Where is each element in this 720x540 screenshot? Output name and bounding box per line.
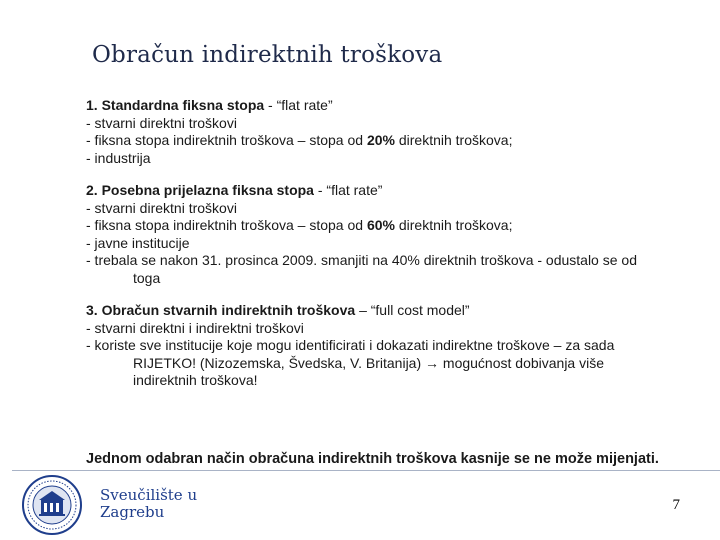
section-heading-rest: – “full cost model” bbox=[355, 302, 470, 318]
university-name-line1: Sveučilište u bbox=[100, 486, 198, 504]
bullet-line bbox=[86, 115, 716, 133]
bullet-line bbox=[86, 132, 716, 150]
bullet-line bbox=[86, 200, 716, 218]
bullet-text: - javne institucije bbox=[86, 234, 190, 251]
bullet-highlight: 20% bbox=[366, 132, 395, 148]
bullet-text: - fiksna stopa indirektnih troškova – stopa od bbox=[86, 132, 367, 148]
bullet-line bbox=[86, 235, 716, 253]
bullet-line bbox=[86, 372, 716, 390]
section-heading-rest: - “flat rate” bbox=[313, 182, 383, 198]
section-heading bbox=[86, 302, 716, 320]
bullet-line bbox=[86, 217, 716, 235]
section-3 bbox=[86, 302, 716, 390]
bullet-text: - industrija bbox=[86, 149, 151, 166]
bullet-text: - stvarni direktni troškovi bbox=[86, 199, 237, 216]
bullet-text: - stvarni direktni troškovi bbox=[86, 114, 237, 131]
slide-title: Obračun indirektnih troškova bbox=[92, 42, 443, 68]
bullet-text-end: direktnih troškova; bbox=[394, 217, 513, 233]
bullet-line bbox=[86, 252, 716, 270]
section-2 bbox=[86, 182, 716, 287]
bullet-text: - stvarni direktni i indirektni troškovi bbox=[86, 319, 304, 336]
footer-divider bbox=[12, 470, 720, 471]
section-heading bbox=[86, 182, 716, 200]
bullet-text: toga bbox=[133, 269, 161, 286]
bullet-line bbox=[86, 320, 716, 338]
university-logo bbox=[17, 474, 87, 536]
bullet-line bbox=[86, 337, 716, 355]
bullet-text: RIJETKO! (Nizozemska, Švedska, V. Britanija) → mogućnost dobivanja više bbox=[133, 354, 605, 371]
slide-content bbox=[86, 97, 716, 405]
bullet-text-end: direktnih troškova; bbox=[394, 132, 513, 148]
bullet-text: - koriste sve institucije koje mogu identificirati i dokazati indirektne troškove – za sada bbox=[86, 337, 615, 353]
bullet-text: - trebala se nakon 31. prosinca 2009. smanjiti na 40% direktnih troškova - odustalo se od bbox=[86, 252, 637, 268]
bullet-line bbox=[86, 150, 716, 168]
university-name-line2: Zagrebu bbox=[100, 503, 165, 521]
university-name bbox=[100, 487, 197, 521]
page-number: 7 bbox=[672, 497, 680, 513]
section-heading bbox=[86, 97, 716, 115]
bullet-line bbox=[86, 355, 716, 373]
section-heading-rest: - “flat rate” bbox=[264, 97, 333, 113]
bullet-line bbox=[86, 270, 716, 288]
conclusion-text: Jednom odabran način obračuna indirektnih troškova kasnije se ne može mijenjati. bbox=[86, 451, 659, 467]
section-heading-bold: 2. Posebna prijelazna fiksna stopa bbox=[86, 182, 314, 198]
section-heading-bold: 1. Standardna fiksna stopa bbox=[86, 97, 265, 113]
bullet-text: indirektnih troškova! bbox=[133, 372, 258, 388]
section-heading-bold: 3. Obračun stvarnih indirektnih troškova bbox=[86, 302, 356, 318]
section-1 bbox=[86, 97, 716, 167]
bullet-text: - fiksna stopa indirektnih troškova – stopa od bbox=[86, 217, 367, 233]
bullet-highlight: 60% bbox=[366, 217, 395, 233]
